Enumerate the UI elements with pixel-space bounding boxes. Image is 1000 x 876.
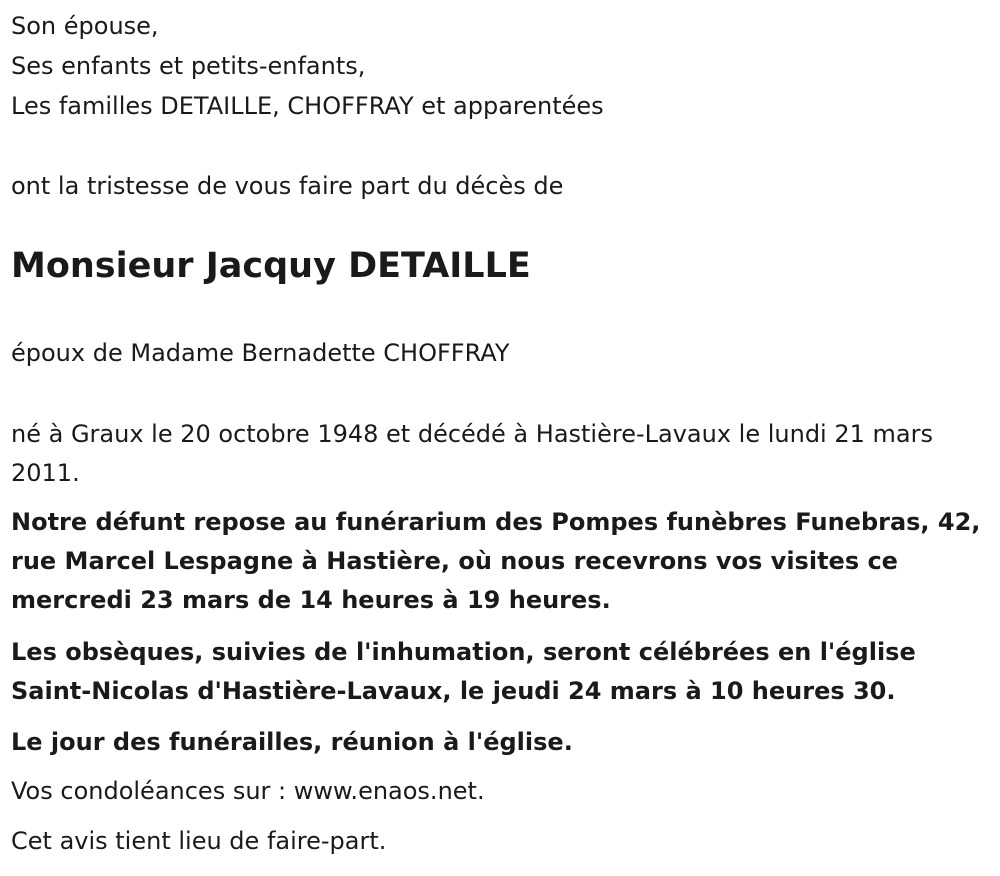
ceremony-text: Les obsèques, suivies de l'inhumation, seront célébrées en l'église Saint-Nicolas d'Hastière-Lavaux, le jeudi 24 mars à 10 heures 30. bbox=[11, 638, 916, 705]
closing-text: Cet avis tient lieu de faire-part. bbox=[11, 827, 387, 855]
intro-line-families: Les familles DETAILLE, CHOFFRAY et apparentées bbox=[11, 92, 604, 120]
birth-death-text: né à Graux le 20 octobre 1948 et décédé à Hastière-Lavaux le lundi 21 mars 2011. bbox=[11, 420, 933, 487]
intro-line-children: Ses enfants et petits-enfants, bbox=[11, 52, 366, 80]
meeting-text: Le jour des funérailles, réunion à l'église. bbox=[11, 728, 573, 756]
condolences-text: Vos condoléances sur : www.enaos.net. bbox=[11, 777, 485, 805]
deceased-name: Monsieur Jacquy DETAILLE bbox=[11, 246, 531, 286]
funeral-home-text: Notre défunt repose au funérarium des Pompes funèbres Funebras, 42, rue Marcel Lespagne à Hastière, où nous recevrons vos visites ce mercredi 23 mars de 14 heures à 19 heures. bbox=[11, 508, 981, 614]
intro-line-spouse: Son épouse, bbox=[11, 12, 159, 40]
spouse-text: époux de Madame Bernadette CHOFFRAY bbox=[11, 339, 510, 367]
announcement-text: ont la tristesse de vous faire part du décès de bbox=[11, 172, 564, 200]
